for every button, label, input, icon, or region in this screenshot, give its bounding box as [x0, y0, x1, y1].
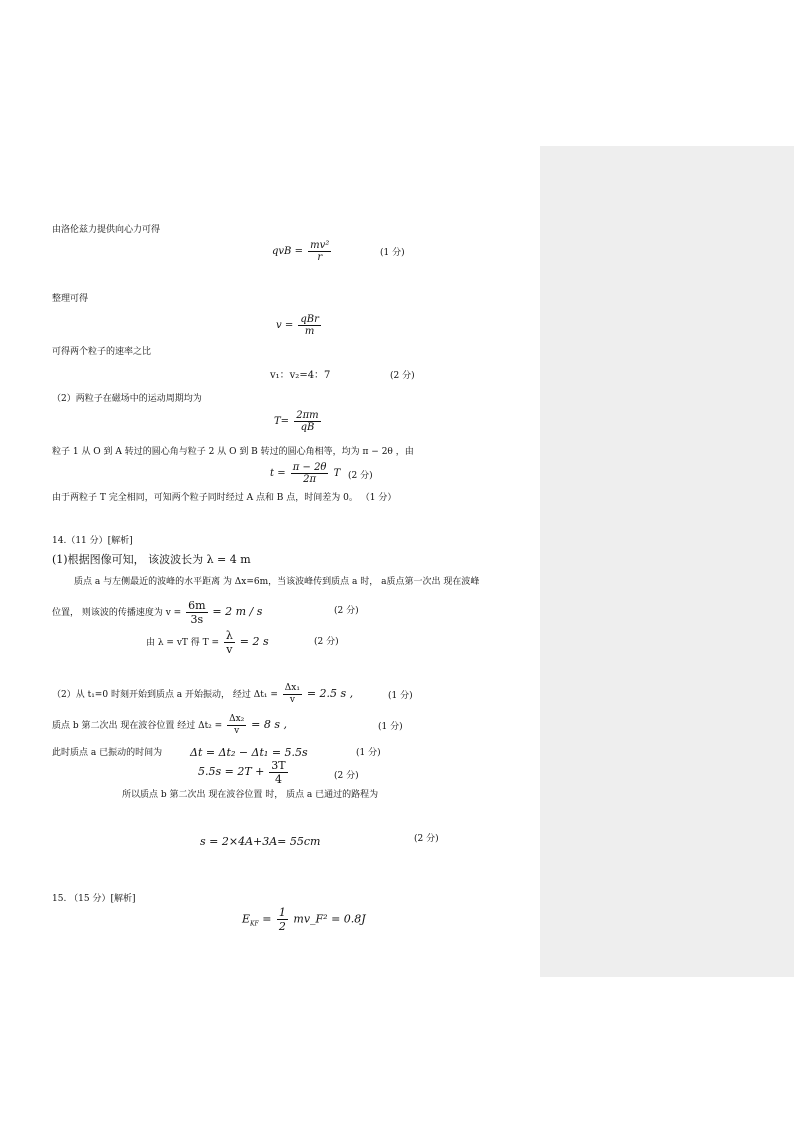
fraction: $\frac{\text{qBr}}{m}$	[300, 314, 319, 337]
fraction: $\frac{3T}{4}$	[271, 759, 286, 786]
score-label: (2 分)	[334, 606, 359, 616]
comment-sidebar	[540, 146, 794, 977]
equation-period: T= $\frac{2\pi m}{qB}$	[274, 410, 319, 433]
fraction: $\frac{\pi - 2\theta}{2\pi}$	[292, 462, 327, 485]
text-line-path-length: 所以质点 b 第二次出 现在波谷位置 时， 质点 a 已通过的路程为	[122, 790, 379, 800]
equation-time: t = $\frac{\pi - 2\theta}{2\pi}$ T	[270, 462, 341, 485]
text-line-period: （2）两粒子在磁场中的运动周期均为	[52, 394, 202, 404]
equation-path-length: s = 2×4A+3A= 55cm	[200, 835, 321, 848]
equation-kinetic-energy: $E_{KF}$ = $\frac{1}{2}$ mv_F² = 0.8J	[242, 906, 366, 933]
score-label: (1 分)	[356, 748, 381, 758]
question-14-header: 14.（11 分）[解析]	[52, 536, 133, 546]
text-line-crest-distance: 质点 a 与左侧最近的波峰的水平距离 为 Δx=6m，当该波峰传到质点 a 时， a质点第一次出 现在波峰	[74, 577, 480, 587]
equation-lorentz: qvB = $\frac{\text{mv²}}{r}$	[272, 240, 330, 263]
fraction: $\frac{\lambda}{v}$	[225, 629, 233, 656]
text-line-angle: 粒子 1 从 O 到 A 转过的圆心角与粒子 2 从 O 到 B 转过的圆心角相等，均为 π − 2θ ，由	[52, 447, 414, 457]
equation-delta-t2: 质点 b 第二次出 现在波谷位置 经过 Δt₂ = $\frac{\text{Δx₂}}{v}$ = 8 s ,	[52, 714, 287, 736]
equation-period-wave: 由 λ = vT 得 T = $\frac{\lambda}{v}$ = 2 s	[146, 629, 269, 656]
score-label: (2 分)	[348, 471, 373, 481]
text-line-conclusion: 由于两粒子 T 完全相同，可知两个粒子同时经过 A 点和 B 点，时间差为 0。 （1 分）	[52, 493, 397, 503]
fraction: $\frac{\text{mv²}}{r}$	[310, 240, 330, 263]
fraction: $\frac{\text{Δx₁}}{v}$	[284, 683, 300, 705]
score-label: (1 分)	[380, 248, 405, 258]
equation-delta-t1: （2）从 t₁=0 时刻开始到质点 a 开始振动， 经过 Δt₁ = $\frac{\text{Δx₁}}{v}$ = 2.5 s ,	[52, 683, 354, 705]
score-label: (2 分)	[314, 637, 339, 647]
fraction: $\frac{\text{Δx₂}}{v}$	[229, 714, 245, 736]
equation-velocity: v = $\frac{\text{qBr}}{m}$	[276, 314, 319, 337]
equation-delta-t: Δt = Δt₂ − Δt₁ = 5.5s	[190, 746, 308, 759]
fraction: $\frac{2\pi m}{qB}$	[296, 410, 319, 433]
equation-ratio: v₁：v₂=4：7	[270, 370, 331, 381]
text-line-wavelength: (1)根据图像可知， 该波波长为 λ = 4 m	[52, 553, 251, 566]
equation-periods: 5.5s = 2T + $\frac{3T}{4}$	[198, 759, 286, 786]
score-label: (1 分)	[378, 722, 403, 732]
equation-wave-speed: 位置， 则该波的传播速度为 v = $\frac{6m}{3s}$ = 2 m / s	[52, 599, 263, 626]
score-label: (2 分)	[334, 771, 359, 781]
question-15-header: 15. （15 分）[解析]	[52, 894, 136, 904]
score-label: (1 分)	[388, 691, 413, 701]
text-line-ratio: 可得两个粒子的速率之比	[52, 347, 152, 357]
text-line-vibration-time: 此时质点 a 已振动的时间为	[52, 748, 163, 758]
text-line-lorentz: 由洛伦兹力提供向心力可得	[52, 225, 161, 235]
score-label: (2 分)	[390, 371, 415, 381]
score-label: (2 分)	[414, 834, 439, 844]
fraction: $\frac{1}{2}$	[278, 906, 286, 933]
fraction: $\frac{6m}{3s}$	[188, 599, 206, 626]
text-line-rearrange: 整理可得	[52, 294, 89, 304]
